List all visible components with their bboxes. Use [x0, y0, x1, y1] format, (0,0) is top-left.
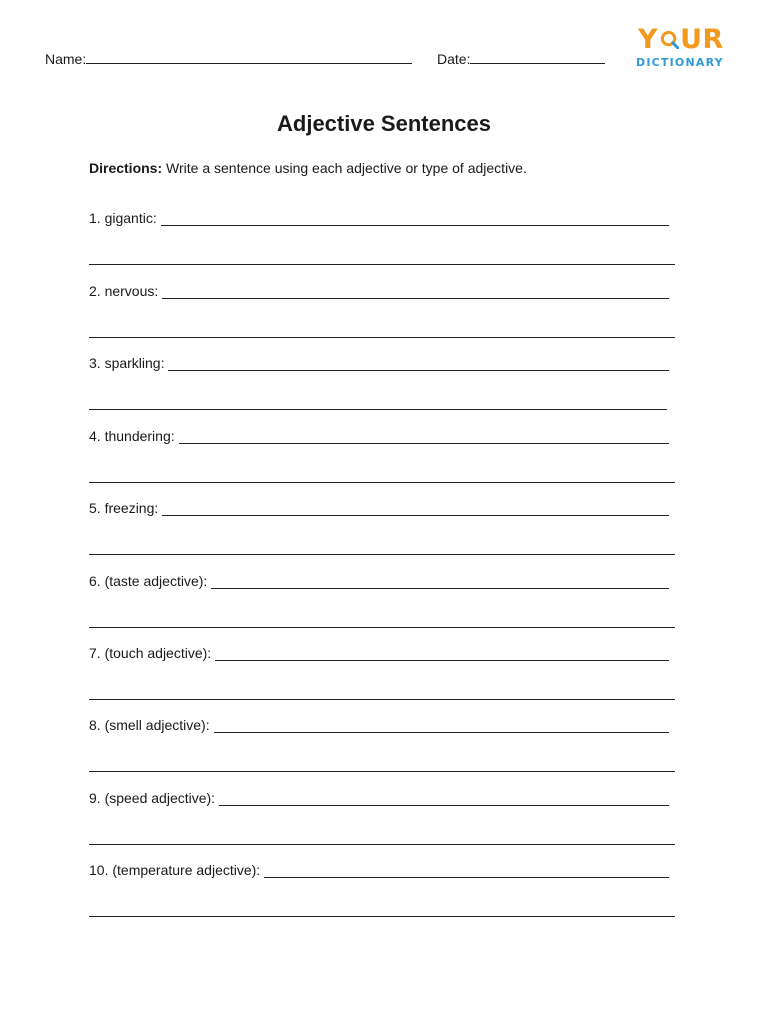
question-item [89, 715, 675, 772]
date-label: Date: [437, 51, 471, 67]
answer-line-2[interactable] [89, 250, 675, 265]
question-item [89, 788, 675, 845]
answer-line-2[interactable] [89, 540, 675, 555]
question-label: 6. (taste adjective): [89, 573, 208, 589]
question-label: 4. thundering: [89, 428, 175, 444]
answer-line-1[interactable] [214, 718, 669, 733]
directions-text: Write a sentence using each adjective or type of adjective. [166, 160, 527, 176]
answer-line-1[interactable] [211, 574, 669, 589]
magnifier-icon [658, 24, 680, 56]
date-field-row [437, 49, 605, 68]
answer-line-1[interactable] [219, 791, 669, 806]
question-label: 2. nervous: [89, 283, 159, 299]
magnifier-glyph [660, 30, 679, 49]
answer-line-1[interactable] [162, 284, 669, 299]
question-label: 3. sparkling: [89, 355, 165, 371]
name-field-row [45, 49, 412, 68]
answer-line-1[interactable] [161, 211, 669, 226]
name-label: Name: [45, 51, 87, 67]
yourdictionary-logo [636, 24, 731, 72]
directions [89, 159, 527, 177]
question-item [89, 281, 675, 338]
question-item [89, 571, 675, 628]
question-label: 5. freezing: [89, 500, 159, 516]
question-item [89, 353, 675, 410]
answer-line-2[interactable] [89, 395, 667, 410]
answer-line-1[interactable] [264, 863, 669, 878]
question-label: 8. (smell adjective): [89, 717, 210, 733]
question-label: 1. gigantic: [89, 210, 157, 226]
answer-line-2[interactable] [89, 323, 675, 338]
answer-line-2[interactable] [89, 902, 675, 917]
answer-line-1[interactable] [168, 356, 669, 371]
question-label: 10. (temperature adjective): [89, 862, 261, 878]
answer-line-1[interactable] [179, 429, 669, 444]
question-item [89, 498, 675, 555]
answer-line-2[interactable] [89, 830, 675, 845]
question-label: 7. (touch adjective): [89, 645, 212, 661]
directions-label: Directions: [89, 160, 163, 176]
question-label: 9. (speed adjective): [89, 790, 216, 806]
question-item [89, 426, 675, 483]
date-blank-line[interactable] [470, 49, 605, 64]
question-item [89, 208, 675, 265]
question-item [89, 643, 675, 700]
page-title: Adjective Sentences [277, 111, 491, 136]
question-item [89, 860, 675, 917]
answer-line-1[interactable] [215, 646, 669, 661]
answer-line-1[interactable] [162, 501, 669, 516]
logo-wordmark-your: Y UR [638, 24, 724, 55]
answer-line-2[interactable] [89, 613, 675, 628]
answer-line-2[interactable] [89, 468, 675, 483]
answer-line-2[interactable] [89, 757, 675, 772]
answer-line-2[interactable] [89, 685, 675, 700]
logo-wordmark-dictionary: DICTIONARY [636, 56, 724, 69]
name-blank-line[interactable] [86, 49, 412, 64]
